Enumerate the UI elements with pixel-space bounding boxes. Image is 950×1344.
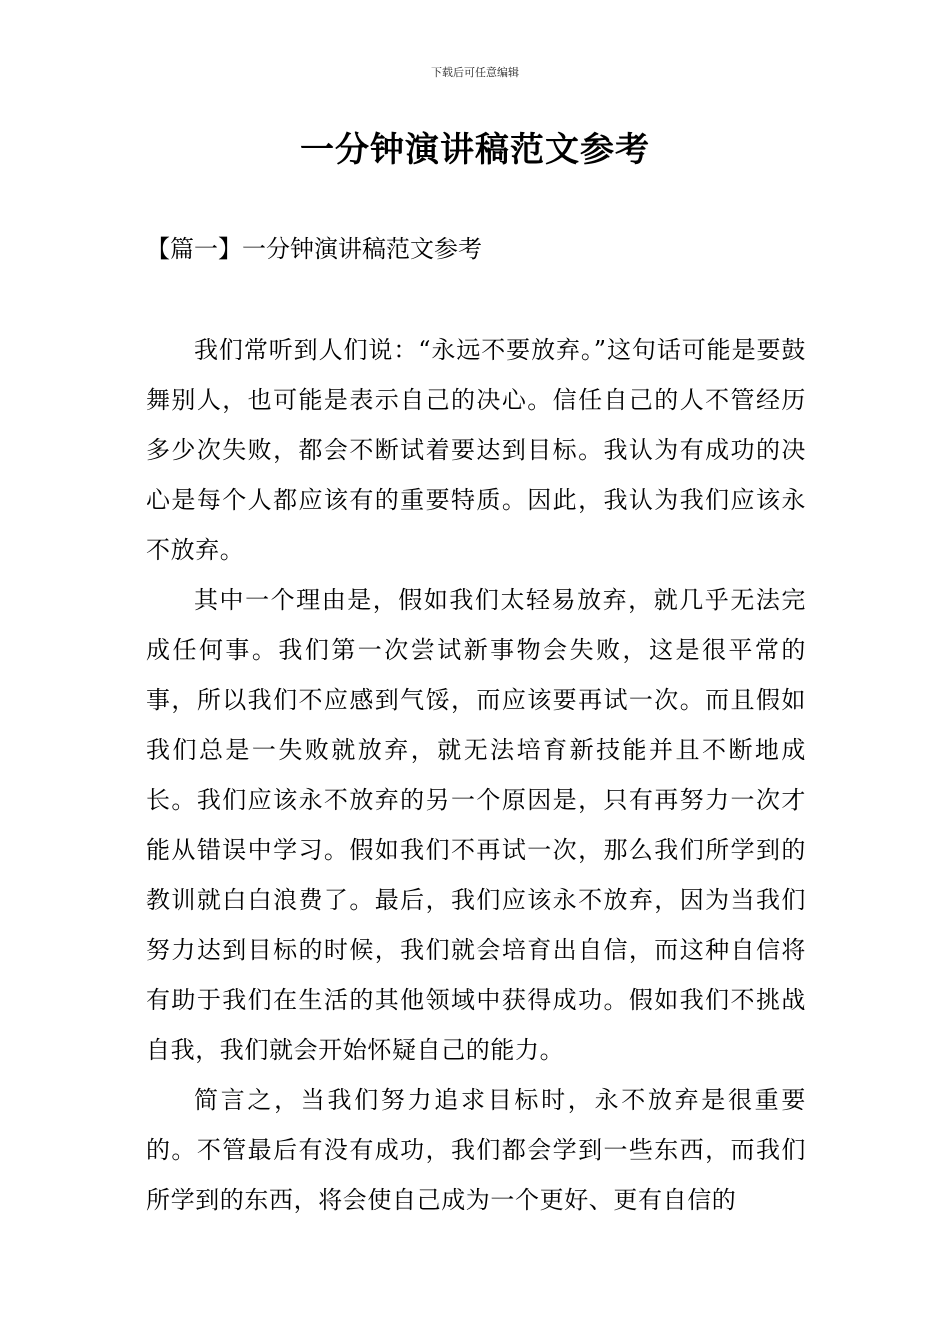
paragraph-3: 简言之，当我们努力追求目标时，永不放弃是很重要的。不管最后有没有成功，我们都会学到一些东西，而我们所学到的东西，将会使自己成为一个更好、更有自信的 xyxy=(146,1086,806,1214)
header-note: 下载后可任意编辑 xyxy=(431,66,519,79)
document-body xyxy=(146,325,806,1225)
document-title: 一分钟演讲稿范文参考 xyxy=(300,130,650,170)
paragraph-2: 其中一个理由是，假如我们太轻易放弃，就几乎无法完成任何事。我们第一次尝试新事物会失败，这是很平常的事，所以我们不应感到气馁，而应该要再试一次。而且假如我们总是一失败就放弃，就无法培育新技能并且不断地成长。我们应该永不放弃的另一个原因是，只有再努力一次才能从错误中学习。假如我们不再试一次，那么我们所学到的教训就白白浪费了。最后，我们应该永不放弃，因为当我们努力达到目标的时候，我们就会培育出自信，而这种自信将有助于我们在生活的其他领域中获得成功。假如我们不挑战自我，我们就会开始怀疑自己的能力。 xyxy=(146,586,806,1064)
section-heading: 【篇一】一分钟演讲稿范文参考 xyxy=(146,235,482,263)
paragraph-1: 我们常听到人们说：“永远不要放弃。”这句话可能是要鼓舞别人，也可能是表示自己的决心。信任自己的人不管经历多少次失败，都会不断试着要达到目标。我认为有成功的决心是每个人都应该有的重要特质。因此，我认为我们应该永不放弃。 xyxy=(146,336,806,564)
